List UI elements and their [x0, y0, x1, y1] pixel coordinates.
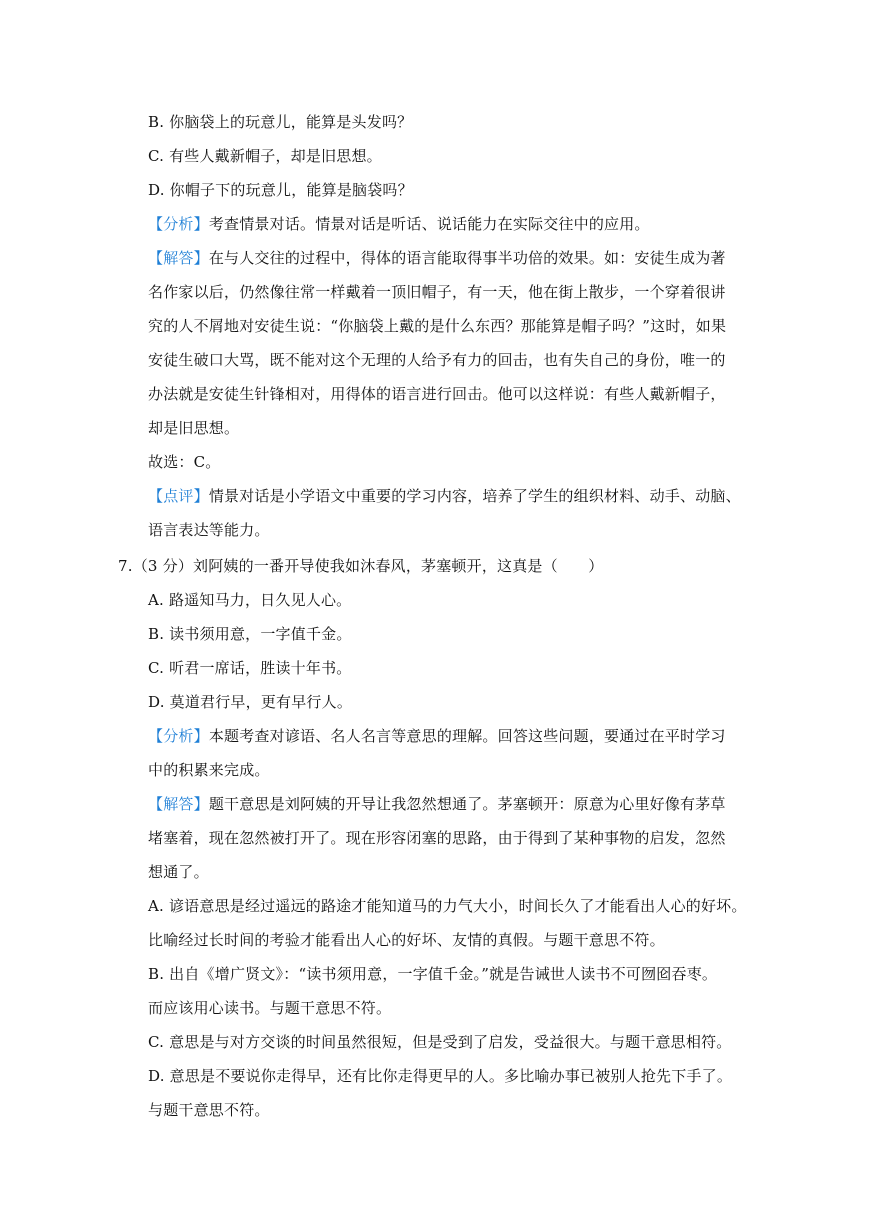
- q7-answer-a-line-2: 比喻经过长时间的考验才能看出人心的好坏、友情的真假。与题干意思不符。: [148, 931, 665, 949]
- analysis-text: 考查情景对话。情景对话是听话、说话能力在实际交往中的应用。: [208, 215, 650, 233]
- q7-answer-line-1: [148, 794, 726, 814]
- q6-answer-line-4: 安徒生破口大骂，既不能对这个无理的人给予有力的回击，也有失自己的身份，唯一的: [148, 351, 726, 369]
- answer-tag: 【解答】: [148, 795, 209, 813]
- analysis-tag: 【分析】: [148, 727, 209, 745]
- q7-answer-line-2: 堵塞着，现在忽然被打开了。现在形容闭塞的思路，由于得到了某种事物的启发，忽然: [148, 829, 726, 847]
- q6-answer-line-1: [148, 248, 726, 268]
- q7-option-b: B. 读书须用意，一字值千金。: [148, 625, 352, 643]
- q7-answer-d-line-1: D. 意思是不要说你走得早，还有比你走得更早的人。多比喻办事已被别人抢先下手了。: [148, 1067, 733, 1085]
- q6-analysis: [148, 214, 650, 234]
- q6-answer-line-3: 究的人不屑地对安徒生说：“你脑袋上戴的是什么东西？那能算是帽子吗？”这时，如果: [148, 317, 727, 335]
- q7-answer-line-3: 想通了。: [148, 863, 209, 881]
- q6-option-b: B. 你脑袋上的玩意儿，能算是头发吗？: [148, 113, 413, 131]
- q7-stem: 7.（3 分）刘阿姨的一番开导使我如沐春风，茅塞顿开，这真是（ ）: [118, 557, 604, 575]
- q6-option-d: D. 你帽子下的玩意儿，能算是脑袋吗？: [148, 181, 413, 199]
- q7-option-d: D. 莫道君行早，更有早行人。: [148, 693, 353, 711]
- q7-answer-d-line-2: 与题干意思不符。: [148, 1101, 270, 1119]
- q7-answer-c-line-1: C. 意思是与对方交谈的时间虽然很短，但是受到了启发，受益很大。与题干意思相符。: [148, 1033, 732, 1051]
- q7-option-a: A. 路遥知马力，日久见人心。: [148, 591, 352, 609]
- q6-option-c: C. 有些人戴新帽子，却是旧思想。: [148, 147, 382, 165]
- q7-answer-b-line-2: 而应该用心读书。与题干意思不符。: [148, 999, 392, 1017]
- answer-tag: 【解答】: [148, 249, 209, 267]
- answer-text: 在与人交往的过程中，得体的语言能取得事半功倍的效果。如：安徒生成为著: [208, 249, 726, 267]
- q6-answer-line-2: 名作家以后，仍然像往常一样戴着一顶旧帽子，有一天，他在街上散步，一个穿着很讲: [148, 283, 726, 301]
- comment-tag: 【点评】: [148, 487, 209, 505]
- analysis-tag: 【分析】: [148, 215, 209, 233]
- q6-comment-line-1: [148, 486, 741, 506]
- q7-analysis-line-1: [148, 726, 726, 746]
- q6-answer-line-5: 办法就是安徒生针锋相对，用得体的语言进行回击。他可以这样说：有些人戴新帽子，: [148, 385, 726, 403]
- q7-option-c: C. 听君一席话，胜读十年书。: [148, 659, 352, 677]
- q7-analysis-line-2: 中的积累来完成。: [148, 761, 270, 779]
- answer-text: 题干意思是刘阿姨的开导让我忽然想通了。茅塞顿开：原意为心里好像有茅草: [208, 795, 726, 813]
- comment-text: 情景对话是小学语文中重要的学习内容，培养了学生的组织材料、动手、动脑、: [208, 487, 741, 505]
- q6-answer-choice: 故选：C。: [148, 453, 221, 471]
- q6-answer-line-6: 却是旧思想。: [148, 419, 240, 437]
- q7-answer-a-line-1: A. 谚语意思是经过遥远的路途才能知道马的力气大小，时间长久了才能看出人心的好坏。: [148, 897, 747, 915]
- analysis-text: 本题考查对谚语、名人名言等意思的理解。回答这些问题，要通过在平时学习: [208, 727, 726, 745]
- q6-comment-line-2: 语言表达等能力。: [148, 521, 270, 539]
- q7-answer-b-line-1: B. 出自《增广贤文》：“读书须用意，一字值千金。”就是告诫世人读书不可囫囵吞枣。: [148, 965, 718, 983]
